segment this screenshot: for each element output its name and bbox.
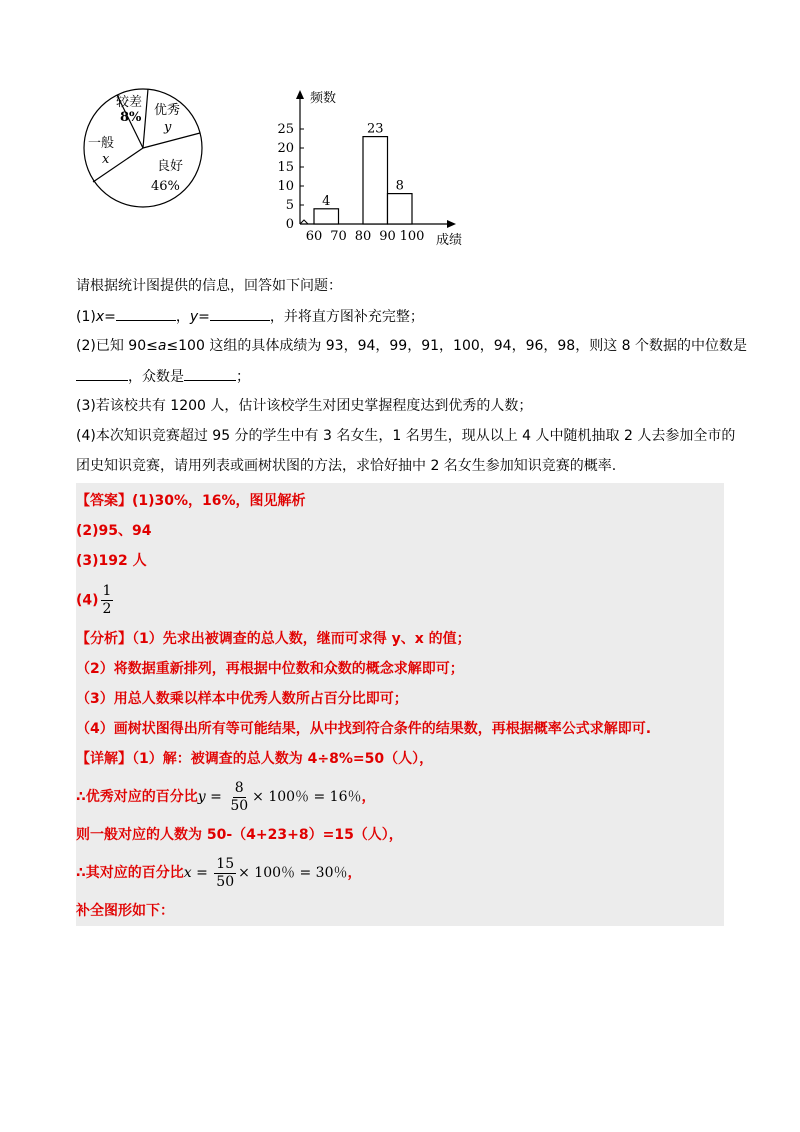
analysis-3: （3）用总人数乘以样本中优秀人数所占百分比即可； xyxy=(76,691,408,707)
detail-4-var: x xyxy=(183,865,192,881)
y-tick-label: 20 xyxy=(277,141,294,156)
pie-label-good: 良好 xyxy=(157,159,184,174)
q1-x-blank[interactable] xyxy=(116,306,176,321)
pie-value-excellent: y xyxy=(164,120,172,135)
question-2-cont xyxy=(76,366,250,387)
answer-line-2: (2)95、94 xyxy=(76,523,152,539)
analysis-4: （4）画树状图得出所有等可能结果，从中找到符合条件的结果数，再根据概率公式求解即可. xyxy=(76,721,652,737)
q1-prefix: (1) xyxy=(76,309,96,325)
x-tick-label: 60 xyxy=(305,229,323,244)
answer-4-prefix: (4) xyxy=(76,592,99,609)
detail-2-numerator: 8 xyxy=(234,779,244,796)
pie-label-average: 一般 xyxy=(88,136,115,151)
detail-line-2 xyxy=(76,777,376,817)
y-axis-label: 频数 xyxy=(310,91,337,106)
question-1 xyxy=(76,306,424,327)
pie-value-average: x xyxy=(102,152,110,167)
x-tick-label: 70 xyxy=(330,229,347,244)
x-tick-label: 100 xyxy=(399,229,425,244)
question-intro: 请根据统计图提供的信息，回答如下问题： xyxy=(76,278,342,294)
detail-2-fraction xyxy=(228,780,250,815)
answer-4-denominator: 2 xyxy=(102,601,112,617)
x-tick-label: 80 xyxy=(354,229,372,244)
detail-line-5: 补全图形如下： xyxy=(76,903,174,919)
q2-part-a: (2)已知 90≤ xyxy=(76,338,158,354)
question-3: (3)若该校共有 1200 人，估计该校学生对团史掌握程度达到优秀的人数； xyxy=(76,398,533,414)
detail-4-prefix: ∴其对应的百分比 xyxy=(76,865,184,881)
detail-4-tail: × 100％ = 30％ xyxy=(238,865,348,881)
question-2 xyxy=(76,336,747,356)
pie-label-poor: 较差 xyxy=(116,95,143,110)
x-tick-label: 90 xyxy=(379,229,396,244)
analysis-2: （2）将数据重新排列，再根据中位数和众数的概念求解即可； xyxy=(76,661,464,677)
y-tick-label: 0 xyxy=(285,217,294,232)
y-tick-label: 5 xyxy=(285,198,294,213)
detail-line-4 xyxy=(76,853,361,893)
q1-y: y xyxy=(189,309,199,325)
histogram-bar xyxy=(314,209,339,224)
question-4-cont: 团史知识竞赛，请用列表或画树状图的方法，求恰好抽中 2 名女生参加知识竞赛的概率. xyxy=(76,458,617,474)
answer-line-3: (3)192 人 xyxy=(76,553,147,569)
pie-value-good: 46% xyxy=(151,179,180,194)
answer-line-1: 【答案】(1)30%，16%，图见解析 xyxy=(76,493,306,509)
q2-mode-blank[interactable] xyxy=(184,366,236,381)
answer-line-4 xyxy=(76,583,115,617)
detail-line-3: 则一般对应的人数为 50-（4+23+8）=15（人）， xyxy=(76,827,403,843)
detail-2-var: y xyxy=(197,789,206,805)
detail-4-end: ， xyxy=(347,865,362,881)
q1-eq1: = xyxy=(104,309,116,325)
q1-sep: ， xyxy=(175,309,190,325)
pie-label-excellent: 优秀 xyxy=(154,103,181,118)
bar-data-label: 23 xyxy=(366,121,384,137)
q2-mid: ，众数是 xyxy=(128,369,184,385)
analysis-heading: 【分析】（1）先求出被调查的总人数，继而可求得 y、x 的值； xyxy=(76,631,471,647)
detail-line-1: 【详解】（1）解：被调查的总人数为 4÷8%=50（人）， xyxy=(76,751,434,767)
detail-4-numerator: 15 xyxy=(216,855,235,872)
y-tick-label: 25 xyxy=(277,122,294,137)
q1-y-blank[interactable] xyxy=(210,306,270,321)
detail-4-fraction xyxy=(214,856,236,891)
detail-2-end: ， xyxy=(361,789,376,805)
y-tick-label: 15 xyxy=(277,160,294,175)
answer-4-fraction xyxy=(101,583,114,618)
q2-part-b: ≤100 这组的具体成绩为 93，94，99，91，100，94，96，98，则这 8 个数据的中位数是 xyxy=(166,338,748,354)
detail-2-prefix: ∴优秀对应的百分比 xyxy=(76,789,198,805)
answer-block xyxy=(76,483,724,926)
q1-tail: ，并将直方图补充完整； xyxy=(269,309,424,325)
detail-2-tail: × 100％ = 16％ xyxy=(252,789,362,805)
pie-value-poor: 8% xyxy=(120,110,142,125)
bar-data-label: 4 xyxy=(322,193,331,209)
bar-data-label: 8 xyxy=(395,178,404,194)
detail-4-eq: = xyxy=(191,865,213,881)
detail-2-denominator: 50 xyxy=(230,797,249,814)
x-axis-arrow xyxy=(447,220,456,228)
y-tick-label: 10 xyxy=(277,179,294,194)
detail-4-denominator: 50 xyxy=(216,873,235,890)
x-axis-label: 成绩 xyxy=(436,233,463,248)
q2-end: ； xyxy=(236,369,250,385)
q1-x: x xyxy=(95,309,105,325)
detail-2-eq: = xyxy=(205,789,227,805)
histogram-bar xyxy=(388,194,413,224)
pie-chart xyxy=(68,84,218,214)
q1-eq2: = xyxy=(198,309,210,325)
answer-4-numerator: 1 xyxy=(102,583,112,599)
question-4: (4)本次知识竞赛超过 95 分的学生中有 3 名女生，1 名男生，现从以上 4 人中随机抽取 2 人去参加全市的 xyxy=(76,428,736,444)
histogram-chart xyxy=(270,84,480,248)
q2-median-blank[interactable] xyxy=(76,366,128,381)
y-axis-arrow xyxy=(296,90,304,99)
histogram-bar xyxy=(363,137,388,224)
q2-var: a xyxy=(157,338,167,354)
